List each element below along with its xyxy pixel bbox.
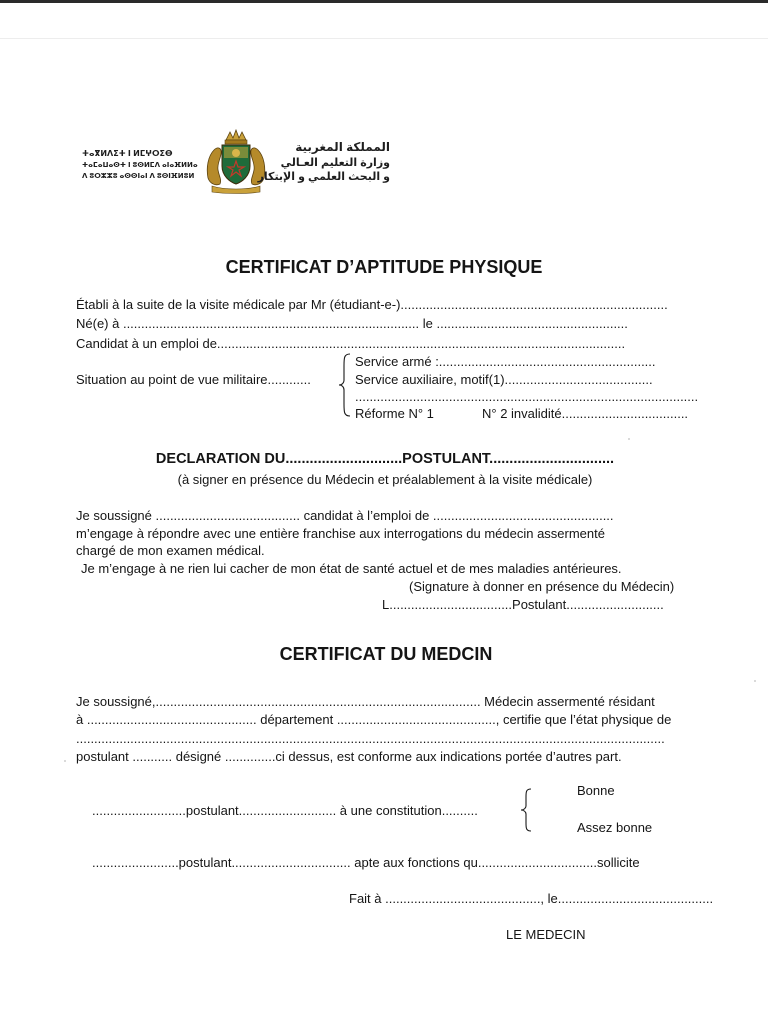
- medecin-line-4: postulant ........... désigné ..............ci dessus, est conforme aux indications portée d’autres part.: [76, 749, 622, 764]
- constitution-options-brace: [519, 787, 535, 833]
- option-assez-bonne: Assez bonne: [577, 820, 653, 835]
- signature-line: L..................................Postulant...........................: [382, 597, 664, 612]
- option-dotted-line: ...............................................................................................: [355, 389, 699, 404]
- arabic-line-2: وزارة التعليم العـالي: [280, 157, 390, 169]
- line-candidat: Candidat à un emploi de.................................................................................................................: [76, 336, 626, 351]
- scan-fold-line: [0, 38, 768, 39]
- moroccan-coat-of-arms-icon: [202, 128, 270, 194]
- medecin-line-2: à ............................................... département ............................................, certifie que l’état physique de: [76, 712, 672, 727]
- tifinagh-line-3: ⴷ ⵓⵔⵣⵣⵓ ⴰⵙⵙⵏⴰⵏ ⴷ ⵓⵙⵏⴼⵍⵓⵍ: [82, 173, 195, 180]
- arabic-line-1: المملكة المغربية: [295, 140, 390, 154]
- fait-a-line: Fait à ..........................................., le...........................................: [349, 891, 714, 906]
- medecin-line-1: Je soussigné,.......................................................................................... Médecin assermenté résidant: [76, 694, 655, 709]
- certificate-aptitude-title: CERTIFICAT D’APTITUDE PHYSIQUE: [225, 257, 543, 277]
- line-ne-a: Né(e) à .................................................................................. le .....................................................: [76, 316, 628, 331]
- arabic-line-3: و البحث العلمي و الإبتكار: [257, 171, 390, 183]
- scan-top-edge: [0, 0, 768, 3]
- declaration-line-2: m’engage à répondre avec une entière franchise aux interrogations du médecin assermenté: [76, 526, 605, 541]
- declaration-subtitle: (à signer en présence du Médecin et préalablement à la visite médicale): [177, 472, 593, 487]
- option-service-arme: Service armé :............................................................: [355, 354, 656, 369]
- option-reforme-n1: Réforme N° 1: [355, 406, 434, 421]
- declaration-title: DECLARATION DU.............................POSTULANT...............................: [155, 451, 615, 467]
- certificate-medecin-title: CERTIFICAT DU MEDCIN: [279, 644, 493, 664]
- option-n2-invalidite: N° 2 invalidité...................................: [482, 406, 689, 421]
- line-etabli: Établi à la suite de la visite médicale par Mr (étudiant-e-)..........................................................................: [76, 297, 668, 312]
- medecin-line-3: ...................................................................................................................................................................: [76, 731, 665, 746]
- situation-label: Situation au point de vue militaire............: [76, 372, 311, 387]
- apte-line: ........................postulant................................. apte aux fonctions qu.................................sollicite: [92, 855, 640, 870]
- constitution-line: ..........................postulant........................... à une constitution..........: [92, 803, 478, 818]
- declaration-line-4: Je m’engage à ne rien lui cacher de mon état de santé actuel et de mes maladies antérieures.: [81, 561, 622, 576]
- option-bonne: Bonne: [577, 783, 615, 798]
- scan-speck: [64, 760, 66, 762]
- option-service-auxiliaire: Service auxiliaire, motif(1).........................................: [355, 372, 653, 387]
- tifinagh-line-2: ⵜⴰⵎⴰⵡⴰⵙⵜ ⵏ ⵓⵙⵍⵎⴷ ⴰⵏⴰⴼⵍⵍⴰ: [82, 162, 198, 169]
- declaration-line-3: chargé de mon examen médical.: [76, 543, 265, 558]
- signature-note: (Signature à donner en présence du Médecin): [409, 579, 675, 594]
- scan-speck: [628, 438, 630, 440]
- military-options-brace: [338, 352, 354, 418]
- tifinagh-line-1: ⵜⴰⴳⵍⴷⵉⵜ ⵏ ⵍⵎⵖⵔⵉⴱ: [82, 149, 173, 158]
- signatory: LE MEDECIN: [506, 927, 586, 942]
- scan-speck: [754, 680, 756, 682]
- declaration-line-1: Je soussigné ........................................ candidat à l’emploi de ..................................................: [76, 508, 614, 523]
